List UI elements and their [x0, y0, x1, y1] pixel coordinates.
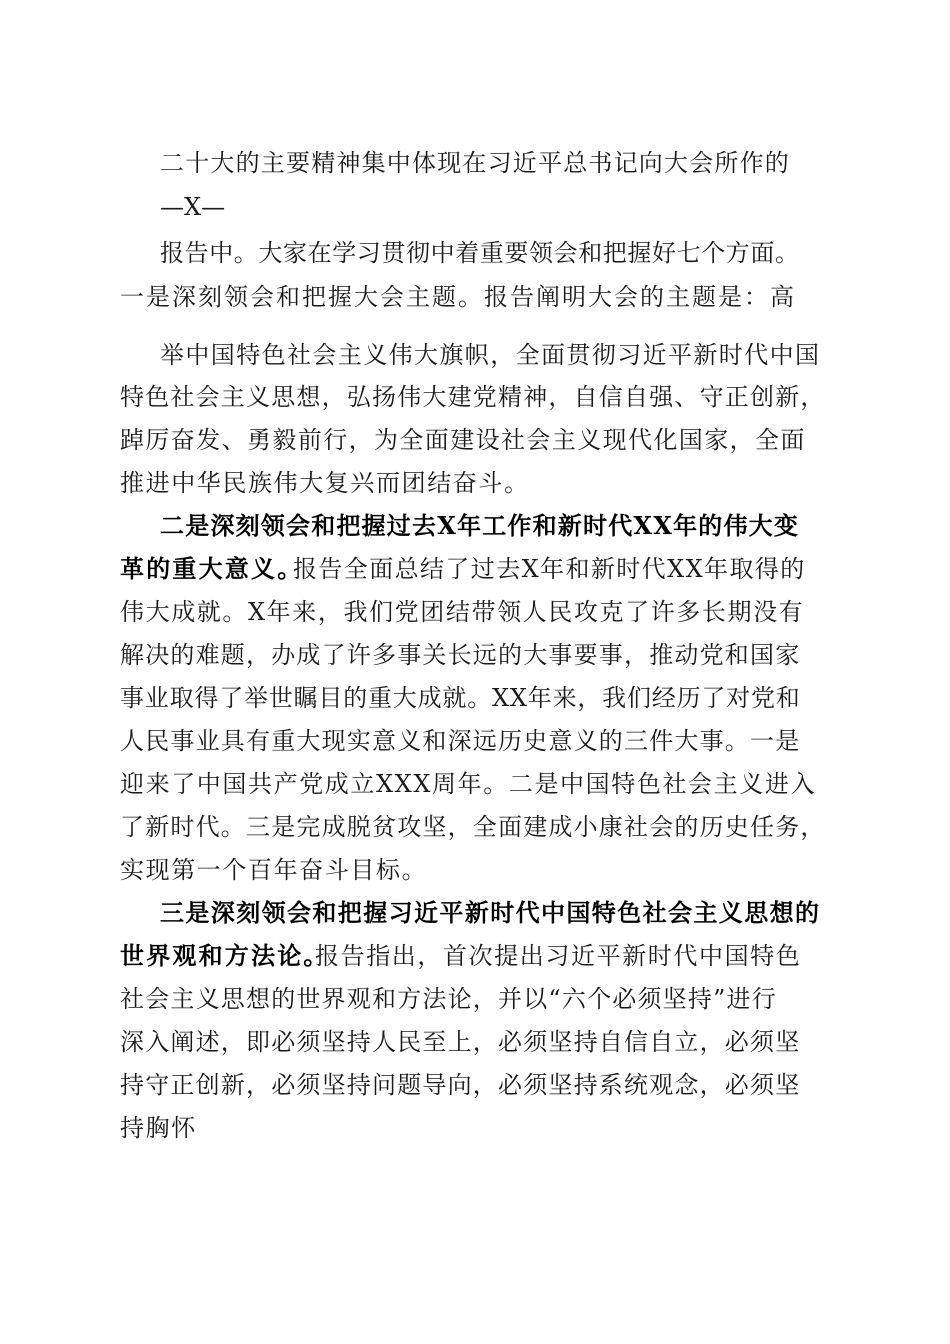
text-line-12: 人民事业具有重大现实意义和深远历史意义的三件大事。一是 — [120, 727, 801, 755]
text-line-18: 深入阐述，即必须坚持人民至上，必须坚持自信自立，必须坚 — [120, 1028, 801, 1056]
text-line-14: 了新时代。三是完成脱贫攻坚，全面建成小康社会的历史任务， — [120, 813, 826, 841]
text-line-7: 推进中华民族伟大复兴而团结奋斗。 — [120, 469, 530, 497]
text-line-2: 报告中。大家在学习贯彻中着重要领会和把握好七个方面。 — [160, 239, 800, 267]
section-heading-3-end: 世界观和方法论。 — [120, 941, 330, 970]
text-line-8: 报告全面总结了过去X年和新时代XX年取得的 — [293, 555, 806, 583]
page-number-marker: —X— — [160, 193, 226, 221]
text-line-11: 事业取得了举世瞩目的重大成就。XX年来，我们经历了对党和 — [120, 684, 801, 712]
text-line-20: 持胸怀 — [120, 1114, 197, 1142]
text-line-1: 二十大的主要精神集中体现在习近平总书记向大会所作的 — [160, 149, 790, 177]
text-line-4: 举中国特色社会主义伟大旗帜，全面贯彻习近平新时代中国 — [160, 341, 821, 369]
text-line-16: 报告指出，首次提出习近平新时代中国特色 — [315, 942, 802, 970]
section-heading-2-end: 革的重大意义。 — [120, 554, 304, 583]
text-line-6: 踔厉奋发、勇毅前行，为全面建设社会主义现代化国家，全面 — [120, 426, 806, 454]
section-heading-3: 三是深刻领会和把握习近平新时代中国特色社会主义思想的 — [160, 898, 821, 927]
text-line-19: 持守正创新，必须坚持问题导向，必须坚持系统观念，必须坚 — [120, 1071, 801, 1099]
section-heading-2: 二是深刻领会和把握过去X年工作和新时代XX年的伟大变 — [160, 511, 800, 540]
text-line-13: 迎来了中国共产党成立XXX周年。二是中国特色社会主义进入 — [120, 770, 817, 798]
text-line-5: 特色社会主义思想，弘扬伟大建党精神，自信自强、守正创新， — [120, 383, 826, 411]
text-line-9: 伟大成就。X年来，我们党团结带领人民攻克了许多长期没有 — [120, 598, 805, 626]
text-line-15: 实现第一个百年奋斗目标。 — [120, 856, 428, 884]
text-line-3: 一是深刻领会和把握大会主题。报告阐明大会的主题是：高 — [120, 283, 796, 311]
text-line-17: 社会主义思想的世界观和方法论，并以“六个必须坚持”进行 — [120, 985, 777, 1013]
text-line-10: 解决的难题，办成了许多事关长远的大事要事，推动党和国家 — [120, 641, 801, 669]
